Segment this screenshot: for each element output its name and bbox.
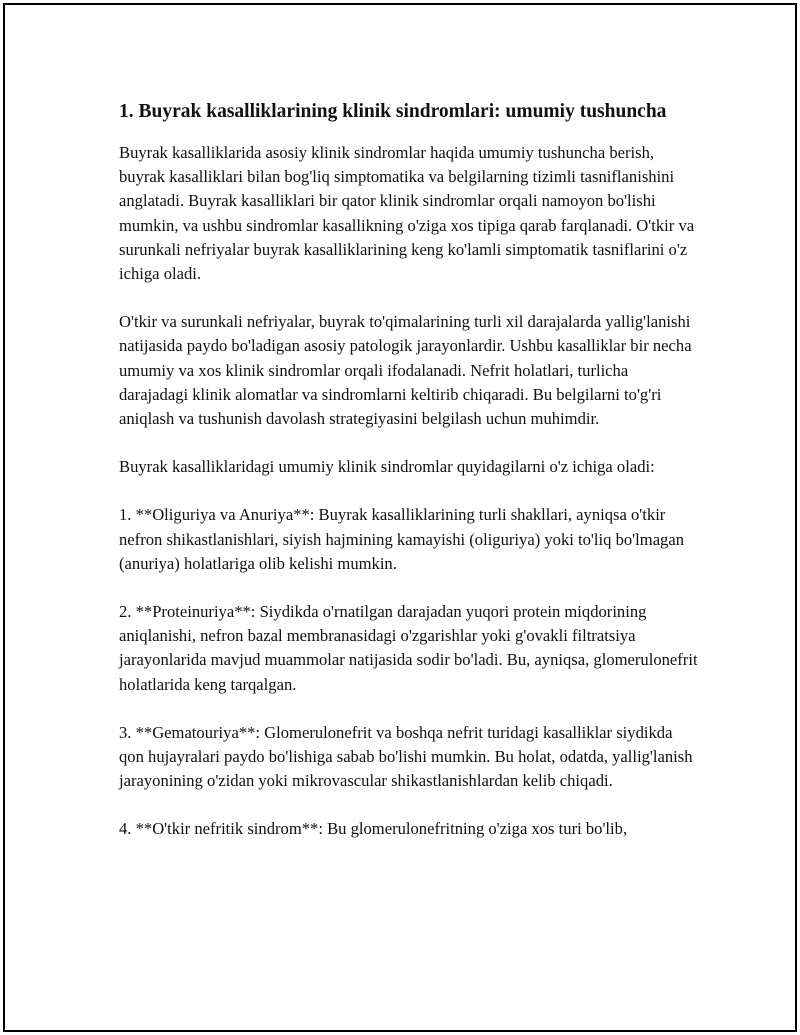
list-item-proteinuria: 2. **Proteinuriya**: Siydikda o'rnatilgan darajadan yuqori protein miqdorining aniqlanishi, nefron bazal membranasidagi o'zgarishlar yoki g'ovakli filtratsiya jarayonlarida mavjud muammolar natijasida sodir bo'ladi. Bu, ayniqsa, glomerulonefrit holatlarida keng tarqalgan. [119, 602, 698, 694]
paragraph-intro: Buyrak kasalliklarida asosiy klinik sindromlar haqida umumiy tushuncha berish, buyrak kasalliklari bilan bog'liq simptomatika va belgilarning tizimli tasniflanishini anglatadi. Buyrak kasalliklari bir qator klinik sindromlar orqali namoyon bo'lishi mumkin, va ushbu sindromlar kasallikning o'ziga xos tipiga qarab farqlanadi. O'tkir va surunkali nefriyalar buyrak kasalliklarining keng ko'lamli simptomatik tasniflarini o'z ichiga oladi. [119, 143, 695, 284]
section-title: 1. Buyrak kasalliklarining klinik sindromlari: umumiy tushuncha [119, 101, 667, 122]
list-item-hematuria: 3. **Gematouriya**: Glomerulonefrit va boshqa nefrit turidagi kasalliklar siydikda qon hujayralari paydo bo'lishiga sabab bo'lishi mumkin. Bu holat, odatda, yallig'lanish jarayonining o'zidan yoki mikrovascular shikastlanishlardan kelib chiqadi. [119, 722, 693, 791]
list-item-nephritic-syndrome: 4. **O'tkir nefritik sindrom**: Bu glomerulonefritning o'ziga xos turi bo'lib, [119, 819, 628, 839]
paragraph-nephritis: O'tkir va surunkali nefriyalar, buyrak to'qimalarining turli xil darajalarda yallig'lanishi natijasida paydo bo'ladigan asosiy patologik jarayonlardir. Ushbu kasalliklar bir necha umumiy va xos klinik sindromlar orqali ifodalanadi. Nefrit holatlari, turlicha darajadagi klinik alomatlar va sindromlarni keltirib chiqaradi. Bu belgilarni to'g'ri aniqlash va tushunish davolash strategiyasini belgilash uchun muhimdir. [119, 312, 692, 429]
page-frame [3, 3, 797, 1032]
paragraph-syndromes-lead: Buyrak kasalliklaridagi umumiy klinik sindromlar quyidagilarni o'z ichiga oladi: [119, 457, 655, 477]
document-body [119, 98, 699, 866]
list-item-oliguria: 1. **Oliguriya va Anuriya**: Buyrak kasalliklarining turli shakllari, ayniqsa o'tkir nefron shikastlanishlari, siyish hajmining kamayishi (oliguriya) yoki to'liq bo'lmagan (anuriya) holatlariga olib kelishi mumkin. [119, 505, 685, 573]
